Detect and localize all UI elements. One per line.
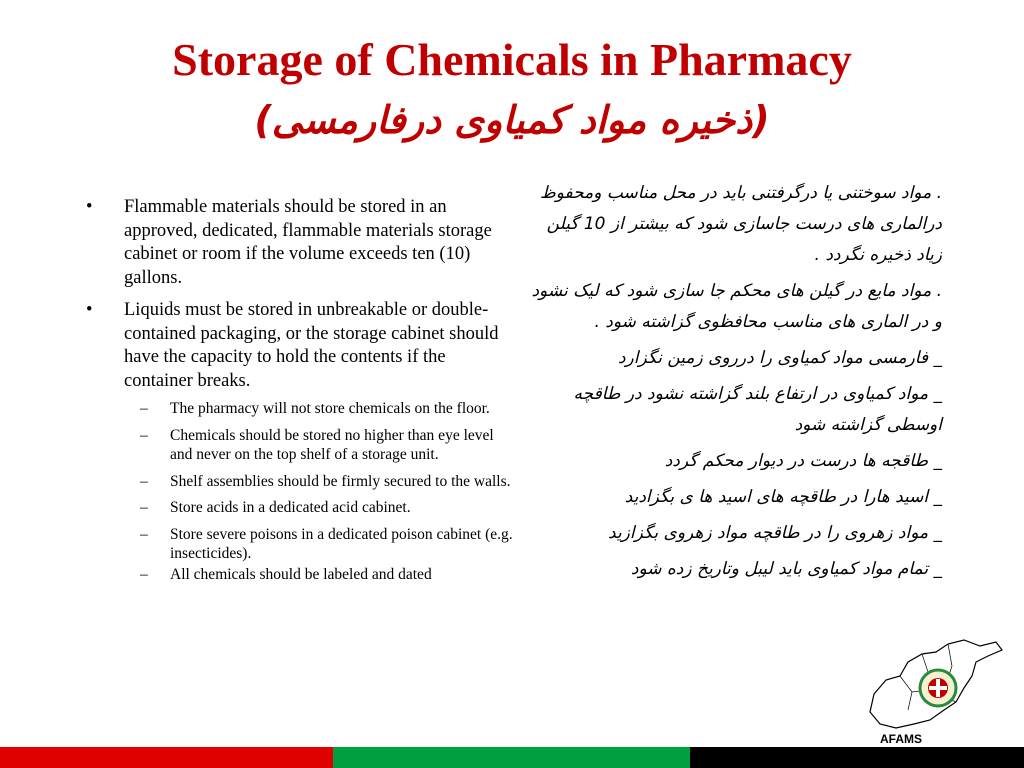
bullet-list bbox=[82, 196, 514, 584]
sub-bullet-glyph: – bbox=[140, 565, 148, 583]
sub-bullet-glyph: – bbox=[140, 499, 148, 516]
sub-bullet-item bbox=[82, 399, 514, 419]
sub-bullet-item bbox=[82, 498, 514, 518]
sub-bullet-text: The pharmacy will not store chemicals on the floor. bbox=[170, 400, 490, 417]
sub-bullet-list bbox=[82, 399, 514, 584]
footer-bar-black bbox=[690, 747, 1024, 768]
afams-label: AFAMS bbox=[880, 732, 922, 746]
sub-bullet-glyph: – bbox=[140, 400, 148, 417]
bullet-text: Liquids must be stored in unbreakable or double-contained packaging, or the storage cabinet should have the capacity to hold the contents if the container breaks. bbox=[124, 300, 499, 391]
sub-bullet-text: Store acids in a dedicated acid cabinet. bbox=[170, 499, 411, 516]
sub-bullet-glyph: – bbox=[140, 472, 148, 490]
sub-bullet-glyph: – bbox=[140, 426, 148, 444]
sub-bullet-item bbox=[82, 472, 514, 492]
sub-bullet-item bbox=[82, 426, 514, 465]
sub-bullet-glyph: – bbox=[140, 525, 148, 543]
dari-paragraph: _ طاقجه ها درست در دیوار محکم گردد bbox=[664, 451, 942, 471]
dari-paragraph: _ مواد کمیاوی در ارتفاع بلند گزاشته نشود در طاقچه اوسطی گزاشته شود bbox=[573, 384, 942, 435]
dari-paragraph: . مواد مایع در گیلن های محکم جا سازی شود که لیک نشود و در الماری های مناسب محافظوی گزاشته شود . bbox=[531, 281, 942, 332]
slide-title: Storage of Chemicals in Pharmacy bbox=[172, 34, 852, 85]
dari-content bbox=[530, 178, 942, 590]
bullet-glyph: • bbox=[86, 300, 93, 320]
emblem-cross-h bbox=[929, 686, 947, 690]
bullet-item bbox=[82, 299, 514, 584]
afghanistan-map-logo bbox=[856, 632, 1006, 742]
bullet-item bbox=[82, 196, 514, 290]
sub-bullet-item bbox=[82, 565, 514, 585]
english-content bbox=[82, 196, 514, 593]
bullet-glyph: • bbox=[86, 197, 93, 217]
footer-bar-red bbox=[0, 747, 333, 768]
footer-bar-green bbox=[333, 747, 690, 768]
dari-paragraph: _ اسید هارا در طاقچه های اسید ها ی بگزادید bbox=[624, 487, 942, 507]
dari-paragraph: . مواد سوختنی یا درگرفتنی باید در محل مناسب ومحفوظ درالماری های درست جاسازی شود که بیشتر از 10 گیلن زیاد ذخیره نگردد . bbox=[540, 183, 942, 265]
sub-bullet-text: Chemicals should be stored no higher than eye level and never on the top shelf of a storage unit. bbox=[170, 426, 494, 463]
slide-subtitle-dari: (ذخیره مواد کمیاوی درفارمسی) bbox=[254, 98, 770, 142]
sub-bullet-item bbox=[82, 525, 514, 564]
sub-bullet-text: Shelf assemblies should be firmly secured to the walls. bbox=[170, 472, 511, 490]
sub-bullet-text: All chemicals should be labeled and dated bbox=[170, 565, 432, 583]
sub-bullet-text: Store severe poisons in a dedicated poison cabinet (e.g. insecticides). bbox=[170, 525, 513, 562]
bullet-text: Flammable materials should be stored in an approved, dedicated, flammable materials storage cabinet or room if the volume exceeds ten (10) gallons. bbox=[124, 197, 492, 288]
dari-paragraph: _ فارمسی مواد کمیاوی را درروی زمین نگزارد bbox=[617, 348, 942, 368]
dari-paragraph: _ مواد زهروی را در طاقچه مواد زهروی بگزازید bbox=[608, 523, 942, 543]
dari-paragraph: _ تمام مواد کمیاوی باید لیبل وتاریخ زده شود bbox=[630, 559, 942, 579]
